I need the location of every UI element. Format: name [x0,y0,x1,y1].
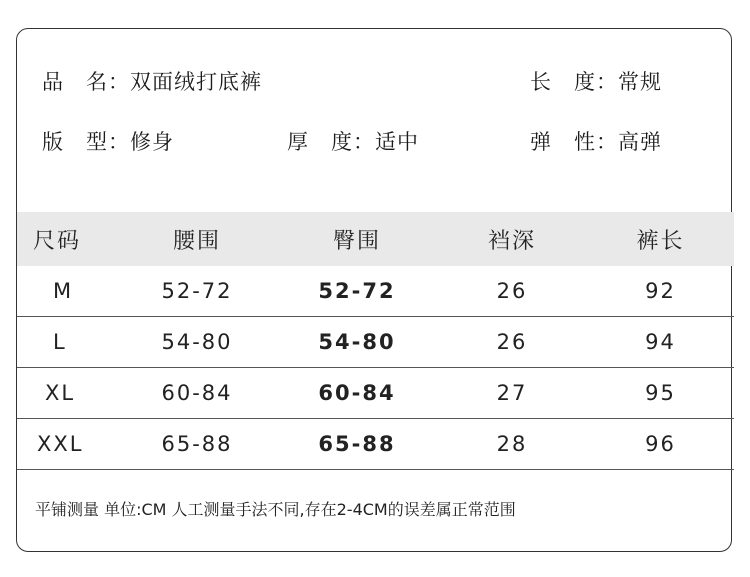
size-cell: M [17,266,117,317]
product-length [530,66,662,96]
length-cell: 92 [587,266,734,317]
hip-cell: 52-72 [277,266,437,317]
size-table [17,212,734,470]
fit-label: 版 型 [42,130,108,154]
header-hip: 臀围 [277,212,437,266]
header-waist: 腰围 [117,212,277,266]
rise-cell: 27 [437,368,587,419]
product-thickness [287,126,419,156]
name-value: 双面绒打底裤 [130,70,262,94]
thickness-label: 厚 度 [287,130,353,154]
length-cell: 96 [587,419,734,470]
product-elasticity [530,126,662,156]
length-cell: 94 [587,317,734,368]
colon: ： [353,130,375,154]
name-label: 品 名 [42,70,108,94]
rise-cell: 26 [437,317,587,368]
size-cell: L [17,317,117,368]
header-length: 裤长 [587,212,734,266]
length-value: 常规 [618,70,662,94]
header-rise: 裆深 [437,212,587,266]
waist-cell: 65-88 [117,419,277,470]
size-cell: XXL [17,419,117,470]
colon: ： [596,130,618,154]
waist-cell: 54-80 [117,317,277,368]
colon: ： [108,130,130,154]
rise-cell: 28 [437,419,587,470]
product-fit [42,126,174,156]
waist-cell: 52-72 [117,266,277,317]
length-label: 长 度 [530,70,596,94]
length-cell: 95 [587,368,734,419]
waist-cell: 60-84 [117,368,277,419]
hip-cell: 65-88 [277,419,437,470]
table-row [17,317,734,368]
fit-value: 修身 [130,130,174,154]
elastic-label: 弹 性 [530,130,596,154]
colon: ： [596,70,618,94]
table-header-row [17,212,734,266]
colon: ： [108,70,130,94]
table-row [17,368,734,419]
elastic-value: 高弹 [618,130,662,154]
header-size: 尺码 [17,212,117,266]
measurement-note: 平铺测量 单位:CM 人工测量手法不同,存在2-4CM的误差属正常范围 [35,500,516,519]
table-row [17,419,734,470]
rise-cell: 26 [437,266,587,317]
size-cell: XL [17,368,117,419]
hip-cell: 54-80 [277,317,437,368]
table-row [17,266,734,317]
product-name [42,66,262,96]
thickness-value: 适中 [375,130,419,154]
hip-cell: 60-84 [277,368,437,419]
